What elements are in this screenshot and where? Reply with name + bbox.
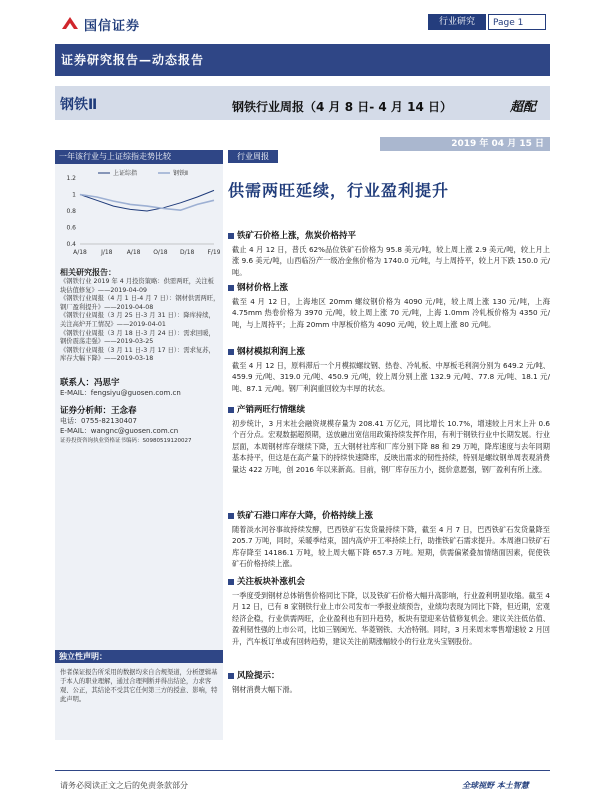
section-title: 铁矿石港口库存大降，价格持续上涨 <box>237 511 374 521</box>
analyst-cert: 证券投资咨询执业资格证书编码：S0980519120027 <box>60 438 192 444</box>
contact-name: 冯思宇 <box>94 378 120 388</box>
series-line <box>80 190 214 211</box>
chart-svg <box>58 166 220 262</box>
section-text: 初步统计，3 月末社会融资规模存量为 208.41 万亿元，同比增长 10.7%，增速较上月末上升 0.6 个百分点。宏观数据超预期，送放融出宽信用政策持续发挥作用，有利于钢铁行业中长期发展。行业层面，本周钢材库存继续下降，五大钢材社库和厂库分别下降 88 和 29 万吨，降库速度与去年同期基本持平，但这是在高产量下的持续快速降库，反映出需求的韧性持续，特别是螺纹钢单周表观消费量达 422 万吨，创 2016 年以来新高。目前，钢厂库存压力小，挺价意愿强，钢厂盈利有所上涨。 <box>232 419 550 474</box>
x-tick-label: J/18 <box>101 249 113 256</box>
section-text: 截至 4 月 12 日，原料滞后一个月模拟螺纹钢、热卷、冷轧板、中厚板毛利润分别为 649.2 元/吨、459.9 元/吨、319.0 元/吨、450.9 元/吨，较上周分别上涨 132.9 元/吨、77.8 元/吨、18.1 元/吨、87.1 元/吨。钢厂利润重回较为丰厚的状态。 <box>232 361 550 393</box>
legend-label: 钢铁Ⅱ <box>173 170 188 177</box>
report-type-band: 证券研究报告—动态报告 <box>55 44 550 76</box>
brand-name: 国信证券 <box>84 18 141 34</box>
section-profit <box>228 346 550 394</box>
y-tick-label: 0.6 <box>66 224 76 232</box>
section-text: 截止 4 月 12 日，普氏 62%品位铁矿石价格为 95.8 美元/吨，较上周上涨 2.9 美元/吨，较上月上涨 9.6 美元/吨，山西临汾产一级冶金焦价格为 1740.0 元/吨，与上周持平，较上月下跌 150.0 元/吨。 <box>232 245 550 277</box>
slogan: 全球视野 本土智慧 <box>462 781 529 790</box>
analyst-phone: 电话：0755-82130407 <box>60 417 137 425</box>
independence-text: 作者保证报告所采用的数据均来自合规渠道，分析逻辑基于本人的职业理解，通过合理判断并得出结论，力求客观、公正，其结论不受其它任何第三方的授意、影响，特此声明。 <box>60 669 218 703</box>
page-number: Page 1 <box>488 14 546 30</box>
section-port-inventory <box>228 510 550 570</box>
x-tick-label: D/18 <box>180 249 195 256</box>
rating: 超配 <box>510 100 537 115</box>
section-title: 钢材模拟利润上涨 <box>237 347 306 357</box>
analyst-email[interactable]: E-MAIL：wangnc@guosen.com.cn <box>60 427 179 435</box>
contact-label: 联系人： <box>60 378 95 388</box>
section-text: 随着淡水河谷事故持续发酵，巴西铁矿石发货量持续下降，截至 4 月 7 日，巴西铁矿石发货量降至 205.7 万吨，同时，采暖季结束，国内高炉开工率持续上行，助推铁矿石需求提升。本周港口铁矿石库存降至 14186.1 万吨，较上周大幅下降 657.3 万吨。短期，供需偏紧叠加情绪面因素，促使铁矿石价格持续上涨。 <box>232 525 550 569</box>
report-date: 2019 年 04 月 15 日 <box>380 137 550 151</box>
related-report[interactable]: 《钢铁行业周报（3 月 25 日-3 月 31 日）：降库持续，关注高炉开工情况》——2019-04-01 <box>60 312 215 328</box>
series-line <box>80 195 214 211</box>
x-tick-label: F/19 <box>207 249 220 256</box>
contact-block <box>60 378 220 446</box>
related-report[interactable]: 《钢铁行业周报（3 月 11 日-3 月 17 日）：需求复苏，库存大幅下降》——2019-03-18 <box>60 346 215 363</box>
y-tick-label: 0.8 <box>66 208 76 215</box>
x-tick-label: O/18 <box>153 249 168 256</box>
section-steel-price <box>228 282 550 330</box>
section-opportunity <box>228 576 550 647</box>
report-title: 钢铁行业周报（4 月 8 日- 4 月 14 日） <box>232 100 452 114</box>
header-tag: 行业研究 <box>428 14 486 30</box>
x-tick-label: A/18 <box>126 249 141 256</box>
section-title: 铁矿石价格上涨，焦炭价格持平 <box>237 231 357 241</box>
y-tick-label: 0.4 <box>66 241 76 248</box>
section-text: 截至 4 月 12 日，上海地区 20mm 螺纹钢价格为 4090 元/吨，较上周上涨 130 元/吨，上海 4.75mm 热卷价格为 3970 元/吨，较上周上涨 70 元/吨，上海 1.0mm 冷轧板价格为 4350 元/吨，与上周持平；上海 20mm 中厚板价格为 4090 元/吨，较上周上涨 80 元/吨。 <box>232 297 550 329</box>
legend-label: 上证综指 <box>113 170 138 177</box>
section-text: 一季度受到钢材总体销售价格同比下降，以及铁矿石价格大幅升高影响，行业盈利明显收缩。截至 4 月 12 日，已有 8 家钢铁行业上市公司发布一季报业绩预告，业绩均表现为同比下降，但近期，宏观经济企稳，行业供需两旺，企业盈利也有回升趋势，板块有望迎来估值修复机会。建议关注低估值、盈利韧性强的上市公司，比如三钢闽光、华菱钢铁、大冶特钢。同时，3 月来周末零售增速较 2 月回升，汽车板订单或有回转趋势，建议关注前期涨幅较小的行业龙头宝钢股份。 <box>232 591 550 646</box>
contact-email[interactable]: E-MAIL：fengsiyu@guosen.com.cn <box>60 389 181 397</box>
section-title: 钢材价格上涨 <box>237 283 289 293</box>
bullet-icon <box>228 407 234 413</box>
section-title: 产销两旺行情继续 <box>237 405 306 415</box>
section-text: 钢材消费大幅下滑。 <box>232 685 297 694</box>
bullet-icon <box>228 285 234 291</box>
related-report[interactable]: 《钢铁行业周报（3 月 18 日-3 月 24 日）：需求回暖，钢价震荡走强》——2019-03-25 <box>60 329 215 346</box>
bullet-icon <box>228 673 234 679</box>
bullet-icon <box>228 349 234 355</box>
analyst-label: 证券分析师： <box>60 406 112 416</box>
chart-title: 一年该行业与上证综指走势比较 <box>55 150 223 164</box>
section-iron-ore <box>228 230 550 278</box>
brand-logo <box>60 12 170 36</box>
analyst-name: 王念春 <box>111 406 137 416</box>
bullet-icon <box>228 233 234 239</box>
sector-name: 钢铁Ⅱ <box>60 97 98 113</box>
logo-mark-icon <box>60 15 80 33</box>
y-tick-label: 1.2 <box>66 175 76 182</box>
section-title: 风险提示： <box>237 671 280 681</box>
section-title: 关注板块补涨机会 <box>237 577 306 587</box>
footer-divider <box>55 770 550 771</box>
x-tick-label: A/18 <box>73 249 87 256</box>
related-reports-title: 相关研究报告： <box>60 268 116 277</box>
disclaimer-notice: 请务必阅读正文之后的免责条款部分 <box>60 781 188 790</box>
comparison-chart <box>58 166 220 262</box>
related-reports-list <box>60 278 220 364</box>
related-report[interactable]: 《钢铁行业 2019 年 4 月投资策略：供需两旺，关注板块估值修复》——2019-04-09 <box>60 278 214 294</box>
section-supply-demand <box>228 404 550 475</box>
headline: 供需两旺延续，行业盈利提升 <box>228 181 450 200</box>
y-tick-label: 1 <box>72 191 76 199</box>
section-risk <box>228 670 550 695</box>
related-report[interactable]: 《钢铁行业周报（4 月 1 日-4 月 7 日）：钢材供需两旺，钢厂盈利提升》——2019-04-08 <box>60 295 220 311</box>
bullet-icon <box>228 579 234 585</box>
bullet-icon <box>228 513 234 519</box>
independence-title: 独立性声明： <box>55 650 223 663</box>
industry-weekly-tag: 行业周报 <box>228 150 278 163</box>
